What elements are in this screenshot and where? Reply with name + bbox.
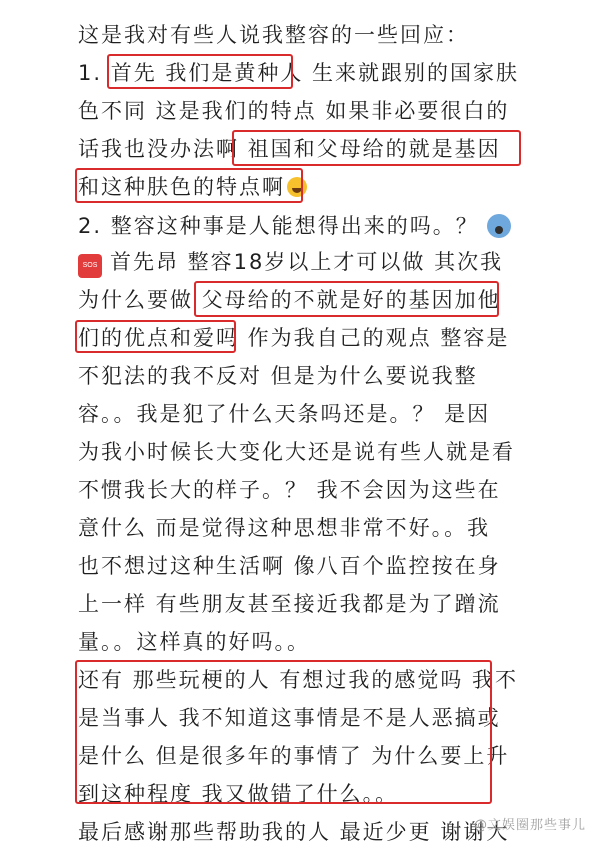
text-line-20: 是什么 但是很多年的事情了 为什么要上升 [78,744,510,768]
text-line-5-text: 和这种肤色的特点啊 [78,175,285,199]
text-line-6-text: 2. 整容这种事是人能想得出来的吗。？ [78,214,479,238]
text-line-2: 1. 首先 我们是黄种人 生来就跟别的国家肤 [78,61,520,85]
text-line-3: 色不同 这是我们的特点 如果非必要很白的 [78,99,510,123]
text-line-12: 为我小时候长大变化大还是说有些人就是看 [78,440,515,464]
laughing-face-icon [287,177,307,197]
text-line-7 [78,252,503,278]
text-line-18: 还有 那些玩梗的人 有想过我的感觉吗 我不 [78,668,519,692]
text-line-5 [78,177,307,198]
text-line-19: 是当事人 我不知道这事情是不是人恶搞或 [78,706,501,730]
text-line-17: 量。。这样真的好吗。。 [78,630,310,654]
text-line-22: 最后感谢那些帮助我的人 最近少更 谢谢大 [78,820,510,844]
text-line-6 [78,214,511,238]
text-line-1: 这是我对有些人说我整容的一些回应： [78,23,469,47]
text-line-16: 上一样 有些朋友甚至接近我都是为了蹭流 [78,592,501,616]
text-line-14: 意什么 而是觉得这种思想非常不好。。我 [78,516,491,540]
text-line-13: 不惯我长大的样子。？ 我不会因为这些在 [78,478,501,502]
screaming-face-icon [487,214,511,238]
text-line-9: 们的优点和爱吗 作为我自己的观点 整容是 [78,326,510,350]
text-line-15: 也不想过这种生活啊 像八百个监控按在身 [78,554,501,578]
text-line-21: 到这种程度 我又做错了什么。。 [78,782,399,806]
text-line-8: 为什么要做 父母给的不就是好的基因加他 [78,288,501,312]
source-watermark: @文娱圈那些事儿 [473,818,586,833]
text-line-4: 话我也没办法啊 祖国和父母给的就是基因 [78,137,501,161]
text-line-7-text: 首先昂 整容18岁以上才可以做 其次我 [110,250,504,274]
text-line-11: 容。。我是犯了什么天条吗还是。？ 是因 [78,402,491,426]
sos-icon: SOS [78,254,102,278]
text-line-10: 不犯法的我不反对 但是为什么要说我整 [78,364,478,388]
